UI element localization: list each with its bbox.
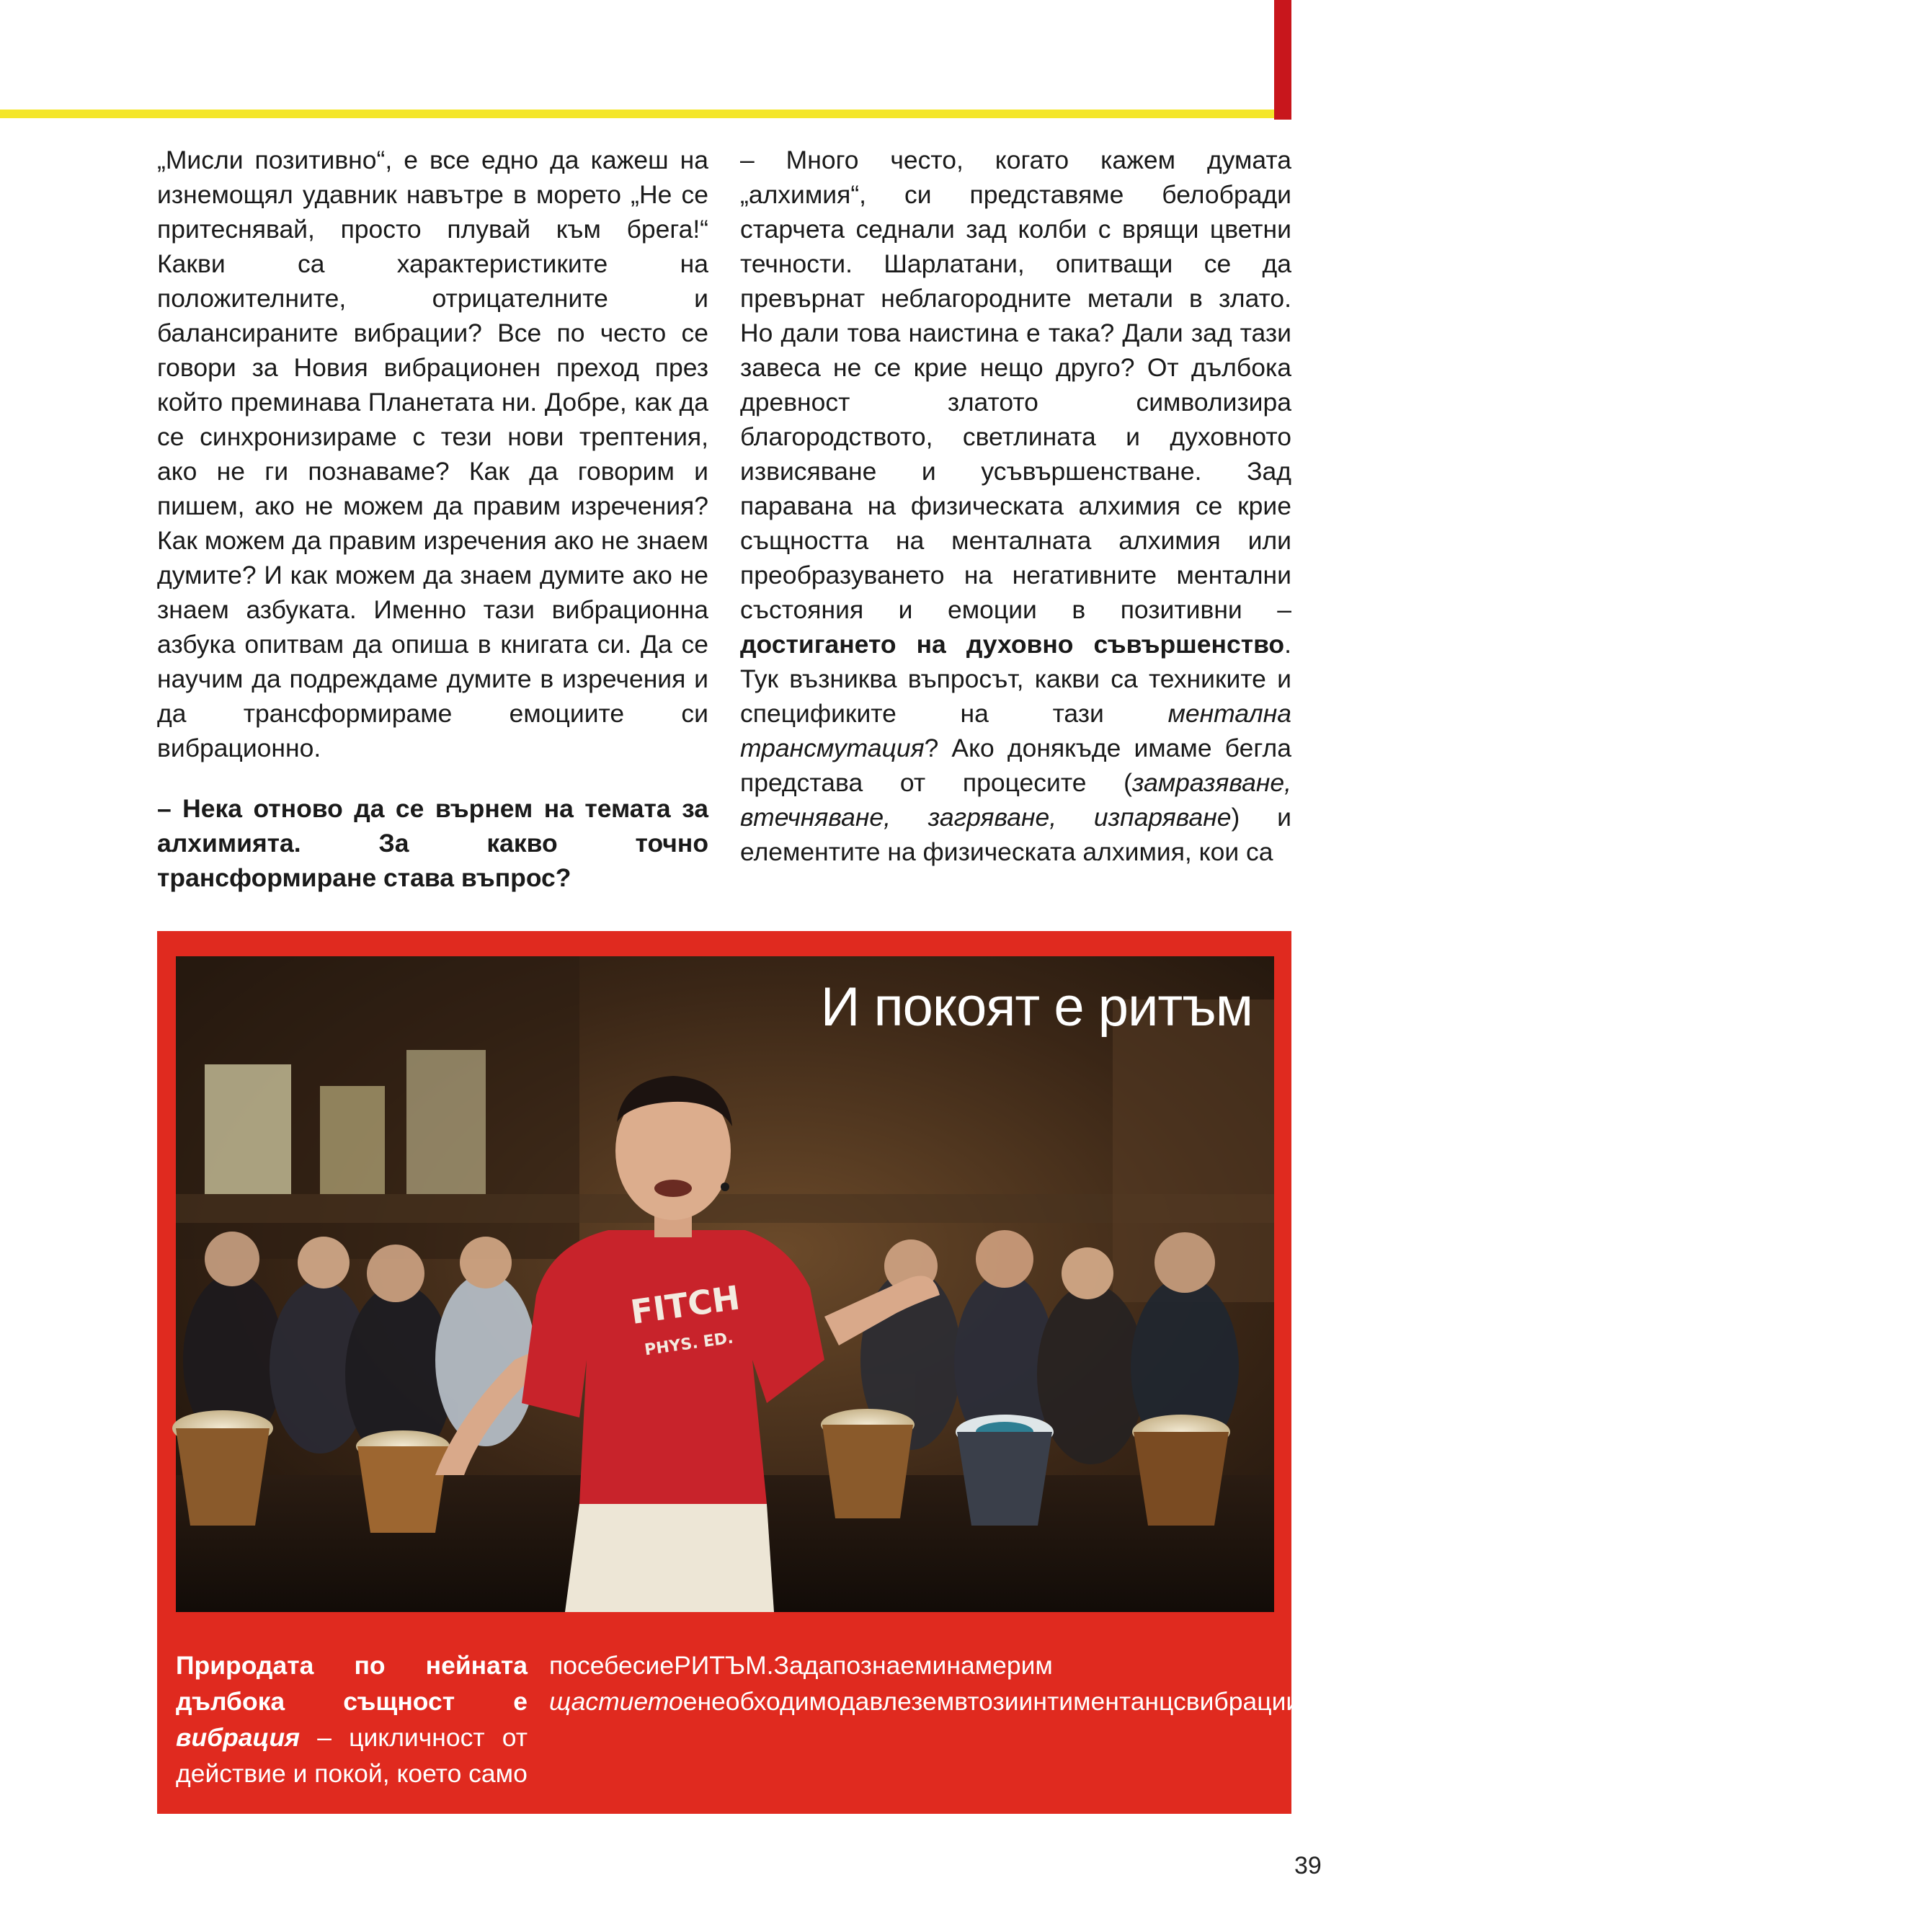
intro-paragraph: „Мисли позитивно“, е все едно да кажеш на изнемощял удавник навътре в морето „Не се притеснявай, просто плувай към брега!“ Какви са характеристиките на положителните, отрицателните и балансираните вибрации? Все по често се говори за Новия вибрационен преход през който преминава Планетата ни. Добре, как да се синхронизираме с тези нови трептения, ако не ги познаваме? Как да говорим и пишем, ако не можем да правим изречения? Как можем да правим изречения ако не знаем думите? И как можем да знаем думите ако не знаем азбуката. Именно тази вибрационна азбука опитвам да опиша в книгата си. Да се научим да подреждаме думите в изречения и да трансформираме емоциите си вибрационно. bbox=[157, 146, 708, 762]
shirt-sub-text: PHYS. ED. bbox=[643, 1329, 735, 1360]
italic-phrase: ментална трансмутация bbox=[740, 699, 1291, 762]
photo-title: И покоят е ритъм bbox=[820, 976, 1253, 1038]
drum-circle-photo bbox=[176, 956, 1274, 1612]
answer-paragraph: – Много често, когато кажем думата „алхимия“, си представяме белобради старчета седнали зад колби с врящи цветни течности. Шарлатани, опитващи се да превърнат неблагородните метали в злато. Но дали това наистина е така? Дали зад тази завеса не се крие нещо друго? От дълбока древност златото символизира благородството, светлината и духовното извисяване и усъвършенстване. Зад паравана на физическата алхимия се крие същността на менталната алхимия или преобразуването на негативните ментални състояния и емоции в позитивни – достигането на духовно съвършенство. Тук възниква въпросът, какви са техниките и спецификите на тази ментална трансмутация? Ако донякъде имаме бегла представа от процесите (замразяване, втечняване, загряване, изпаряване) и елементите на физическата алхимия, кои са bbox=[740, 146, 1292, 866]
right-text-column bbox=[740, 143, 1291, 869]
photo-illustration bbox=[176, 956, 1274, 1612]
caption-column-1: Природата по нейната дълбока същност е вибрация – цикличност от действие и покой, което само bbox=[176, 1651, 528, 1788]
interview-question: – Нека отново да се върнем на темата за алхимията. За какво точно трансформиране става въпрос? bbox=[157, 794, 708, 892]
caption-bold-italic: вибрация bbox=[176, 1723, 301, 1752]
caption-italic: щастието bbox=[549, 1687, 683, 1716]
page-number: 39 bbox=[1294, 1852, 1322, 1879]
bold-phrase: достигането на духовно съвършенство bbox=[740, 630, 1285, 659]
left-text-column bbox=[157, 143, 708, 895]
top-yellow-rule bbox=[0, 110, 1291, 118]
italic-process-list: замразяване, втечняване, загряване, изпаряване bbox=[740, 768, 1291, 832]
shirt-logo-text: FITCH bbox=[628, 1278, 742, 1332]
side-red-bar bbox=[1274, 0, 1291, 120]
caption-column-2: посебесиеРИТЪМ.Задапознаеминамерим щастиетоенеобходимодавлеземвтозиинтиментанцсвибрациитеидаусетимистинскиароматанавсякоеднотрептене. bbox=[549, 1651, 1922, 1716]
